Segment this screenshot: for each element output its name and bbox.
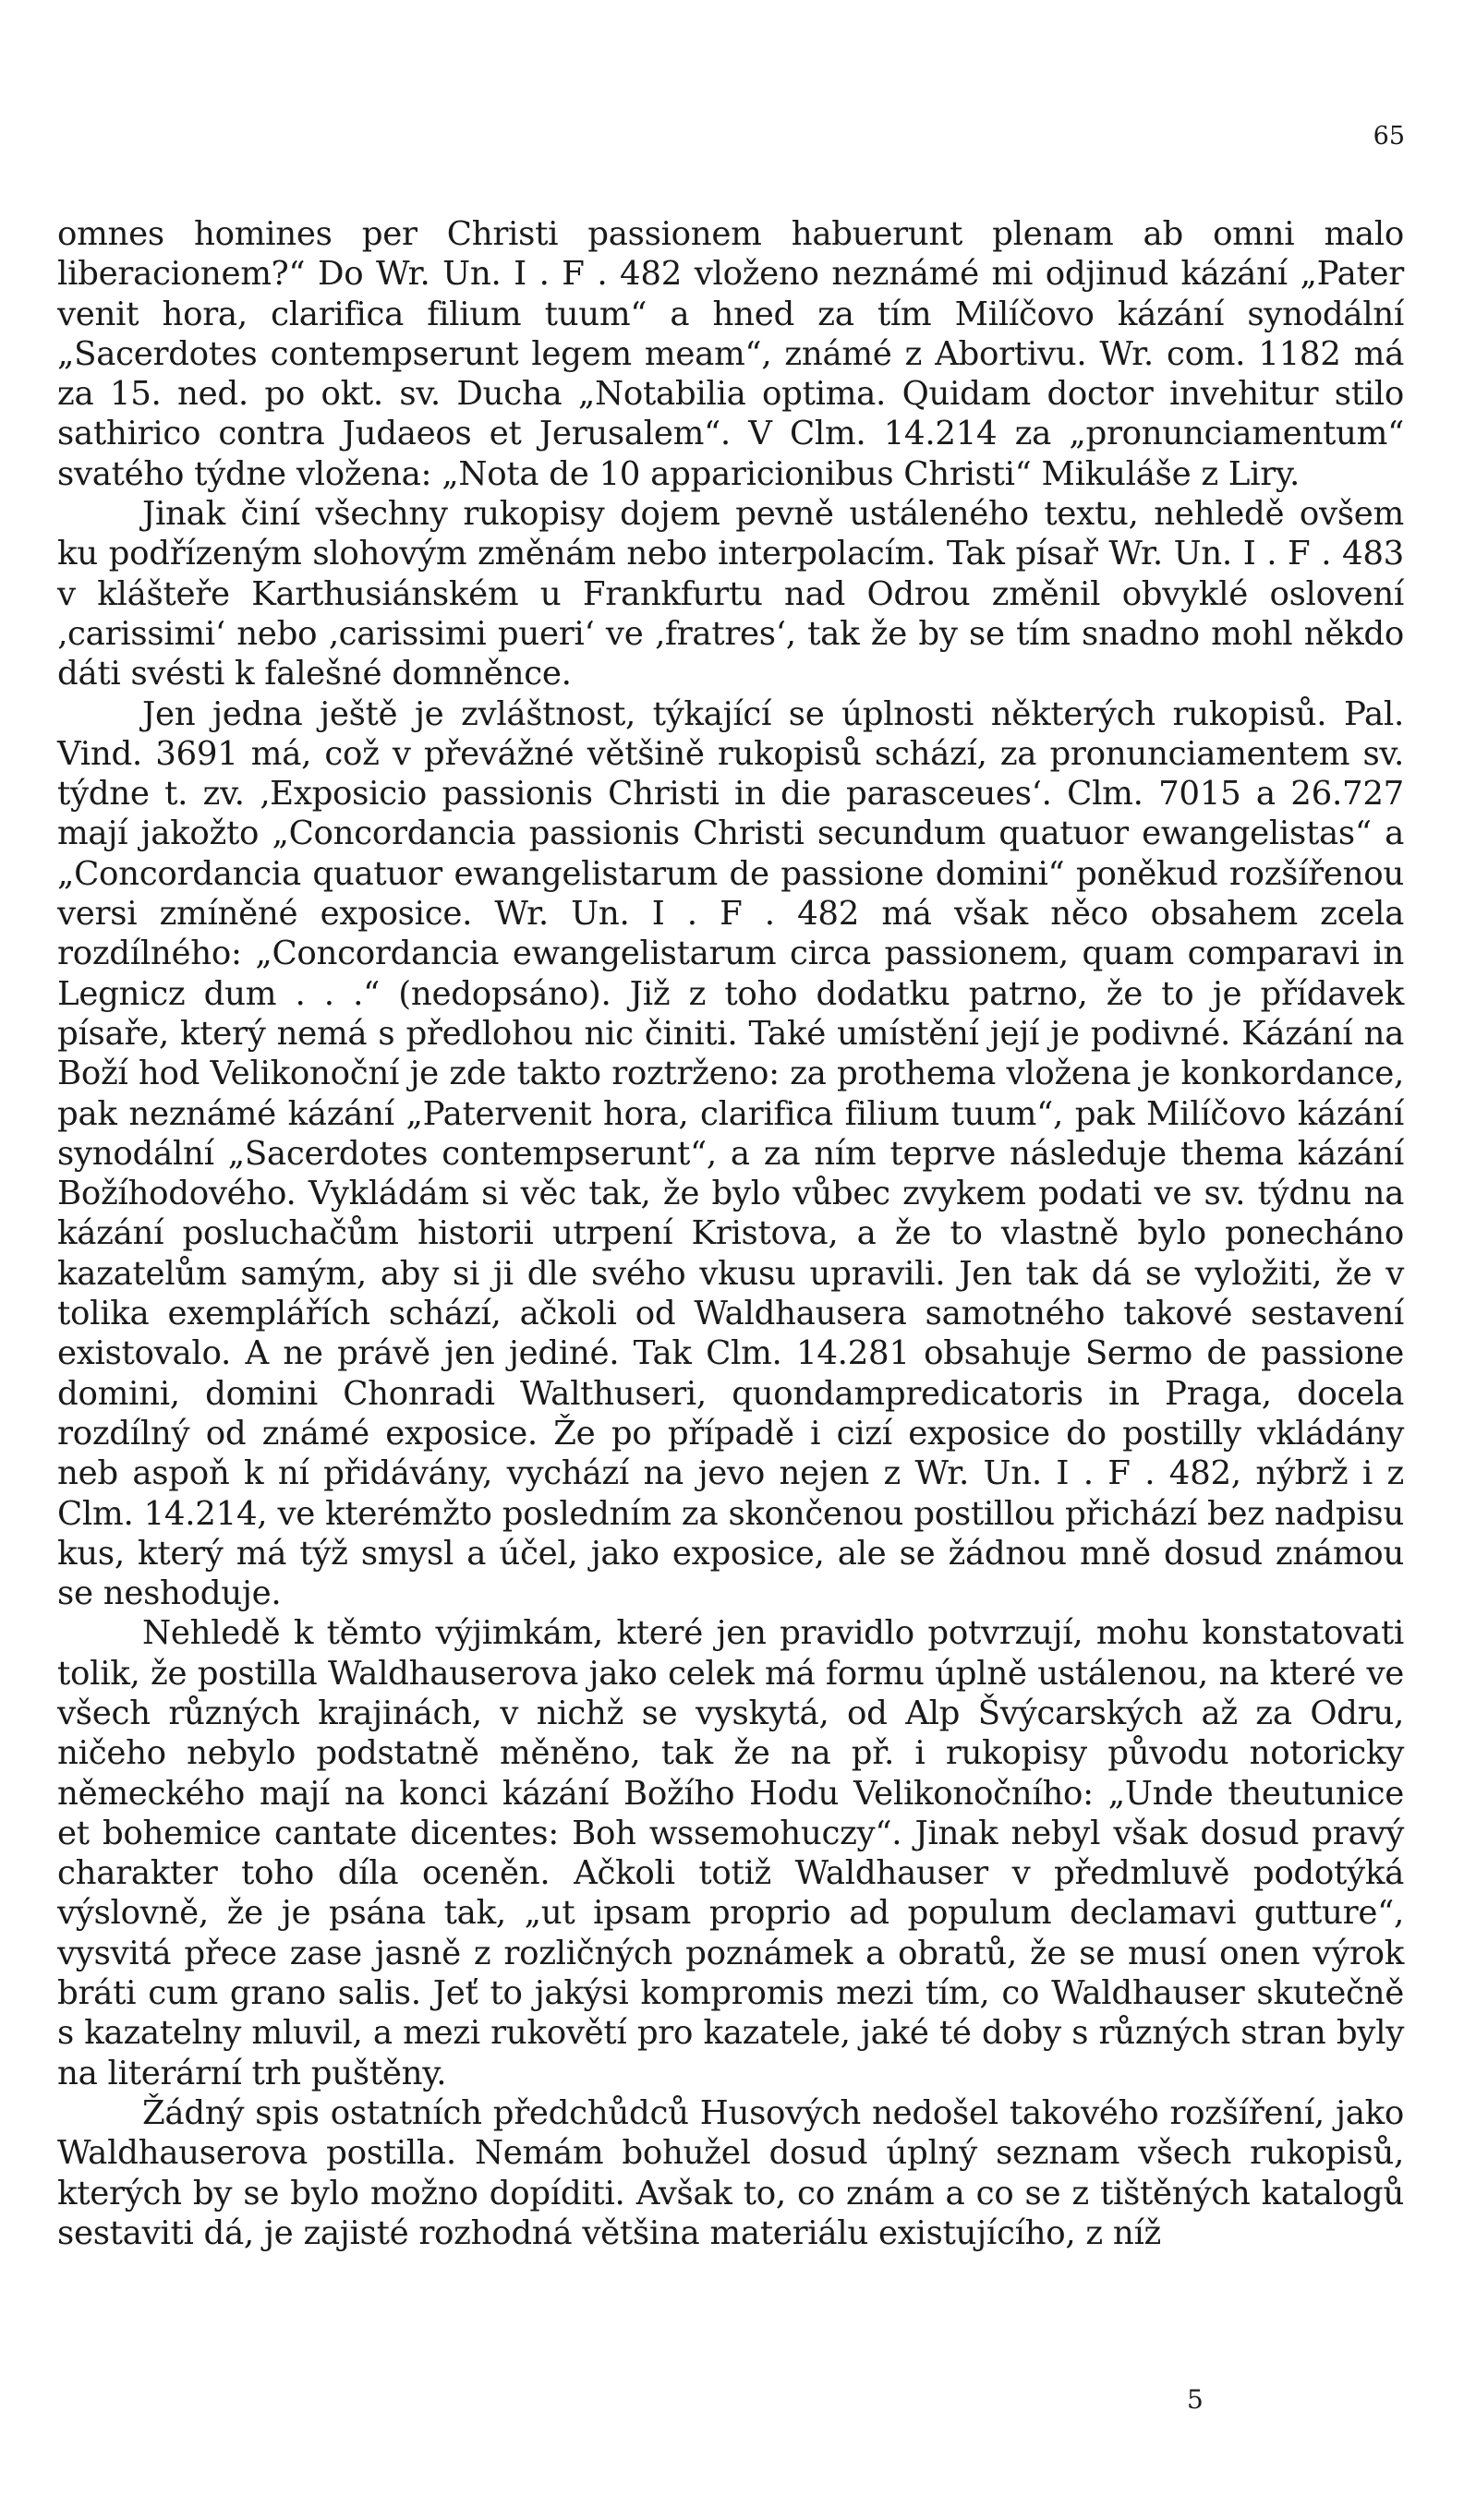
paragraph-2: Jinak činí všechny rukopisy dojem pevně ustáleného textu, nehledě ovšem ku podřízeným slohovým změnám nebo interpolacím. Tak písař Wr. Un. I . F . 483 v klášteře Karthusiánském u Frankfurtu nad Odrou změnil obvyklé oslovení ‚carissimi‘ nebo ‚carissimi pueri‘ ve ‚fratres‘, tak že by se tím snadno mohl někdo dáti svésti k falešné domněnce.: [57, 495, 1404, 693]
paragraph-1: omnes homines per Christi passionem habuerunt plenam ab omni malo liberacionem?“ Do Wr. Un. I . F . 482 vloženo neznámé mi odjinud kázání „Pater venit hora, clarifica filium tuum“ a hned za tím Milíčovo kázání synodální „Sacerdotes contempserunt legem meam“, známé z Abortivu. Wr. com. 1182 má za 15. ned. po okt. sv. Ducha „Notabilia optima. Quidam doctor invehitur stilo sathirico contra Judaeos et Jerusalem“. V Clm. 14.214 za „pronunciamentum“ svatého týdne vložena: „Nota de 10 apparicionibus Christi“ Mikuláše z Liry.: [57, 215, 1404, 493]
signature-mark: 5: [1187, 2384, 1204, 2415]
page-number: 65: [1373, 122, 1405, 151]
paragraph-5: Žádný spis ostatních předchůdců Husových nedošel takového rozšíření, jako Waldhauserova postilla. Nemám bohužel dosud úplný seznam všech rukopisů, kterých by se bylo možno dopíditi. Avšak to, co znám a co se z tištěných katalogů sestaviti dá, je zajisté rozhodná většina materiálu existujícího, z níž: [57, 2093, 1404, 2252]
paragraph-3: Jen jedna ještě je zvláštnost, týkající se úplnosti některých rukopisů. Pal. Vind. 3691 má, což v převážné většině rukopisů schází, za pronunciamentem sv. týdne t. zv. ‚Exposicio passionis Christi in die parasceues‘. Clm. 7015 a 26.727 mají jakožto „Concordancia passionis Christi secundum quatuor ewangelistas“ a „Concordancia quatuor ewangelistarum de passione domini“ poněkud rozšířenou versi zmíněné exposice. Wr. Un. I . F . 482 má však něco obsahem zcela rozdílného: „Concordancia ewangelistarum circa passionem, quam comparavi in Legnicz dum . . .“ (nedopsáno). Již z toho dodatku patrno, že to je přídavek písaře, který nemá s předlohou nic činiti. Také umístění její je podivné. Kázání na Boží hod Velikonoční je zde takto roztrženo: za prothema vložena je konkordance, pak neznámé kázání „Patervenit hora, clarifica filium tuum“, pak Milíčovo kázání synodální „Sacerdotes contempserunt“, a za ním teprve následuje thema kázání Božíhodového. Vykládám si věc tak, že bylo vůbec zvykem podati ve sv. týdnu na kázání posluchačům historii utrpení Kristova, a že to vlastně bylo ponecháno kazatelům samým, aby si ji dle svého vkusu upravili. Jen tak dá se vyložiti, že v tolika exemplářích schází, ačkoli od Waldhausera samotného takové sestavení existovalo. A ne právě jen jediné. Tak Clm. 14.281 obsahuje Sermo de passione domini, domini Chonradi Walthuseri, quondampredicatoris in Praga, docela rozdílný od známé exposice. Že po případě i cizí exposice do postilly vkládány neb aspoň k ní přidávány, vychází na jevo nejen z Wr. Un. I . F . 482, nýbrž i z Clm. 14.214, ve kterémžto posledním za skončenou postillou přichází bez nadpisu kus, který má týž smysl a účel, jako exposice, ale se žádnou mně dosud známou se neshoduje.: [57, 694, 1404, 1613]
body-text: [57, 214, 1404, 2253]
paragraph-4: Nehledě k těmto výjimkám, které jen pravidlo potvrzují, mohu konstatovati tolik, že postilla Waldhauserova jako celek má formu úplně ustálenou, na které ve všech různých krajinách, v nichž se vyskytá, od Alp Švýcarských až za Odru, ničeho nebylo podstatně měněno, tak že na př. i rukopisy původu notoricky německého mají na konci kázání Božího Hodu Velikonočního: „Unde theutunice et bohemice cantate dicentes: Boh wssemohuczy“. Jinak nebyl však dosud pravý charakter toho díla oceněn. Ačkoli totiž Waldhauser v předmluvě podotýká výslovně, že je psána tak, „ut ipsam proprio ad populum declamavi gutture“, vysvitá přece zase jasně z rozličných poznámek a obratů, že se musí onen výrok bráti cum grano salis. Jeť to jakýsi kompromis mezi tím, co Waldhauser skutečně s kazatelny mluvil, a mezi rukovětí pro kazatele, jaké té doby s různých stran byly na literární trh puštěny.: [57, 1614, 1404, 2092]
